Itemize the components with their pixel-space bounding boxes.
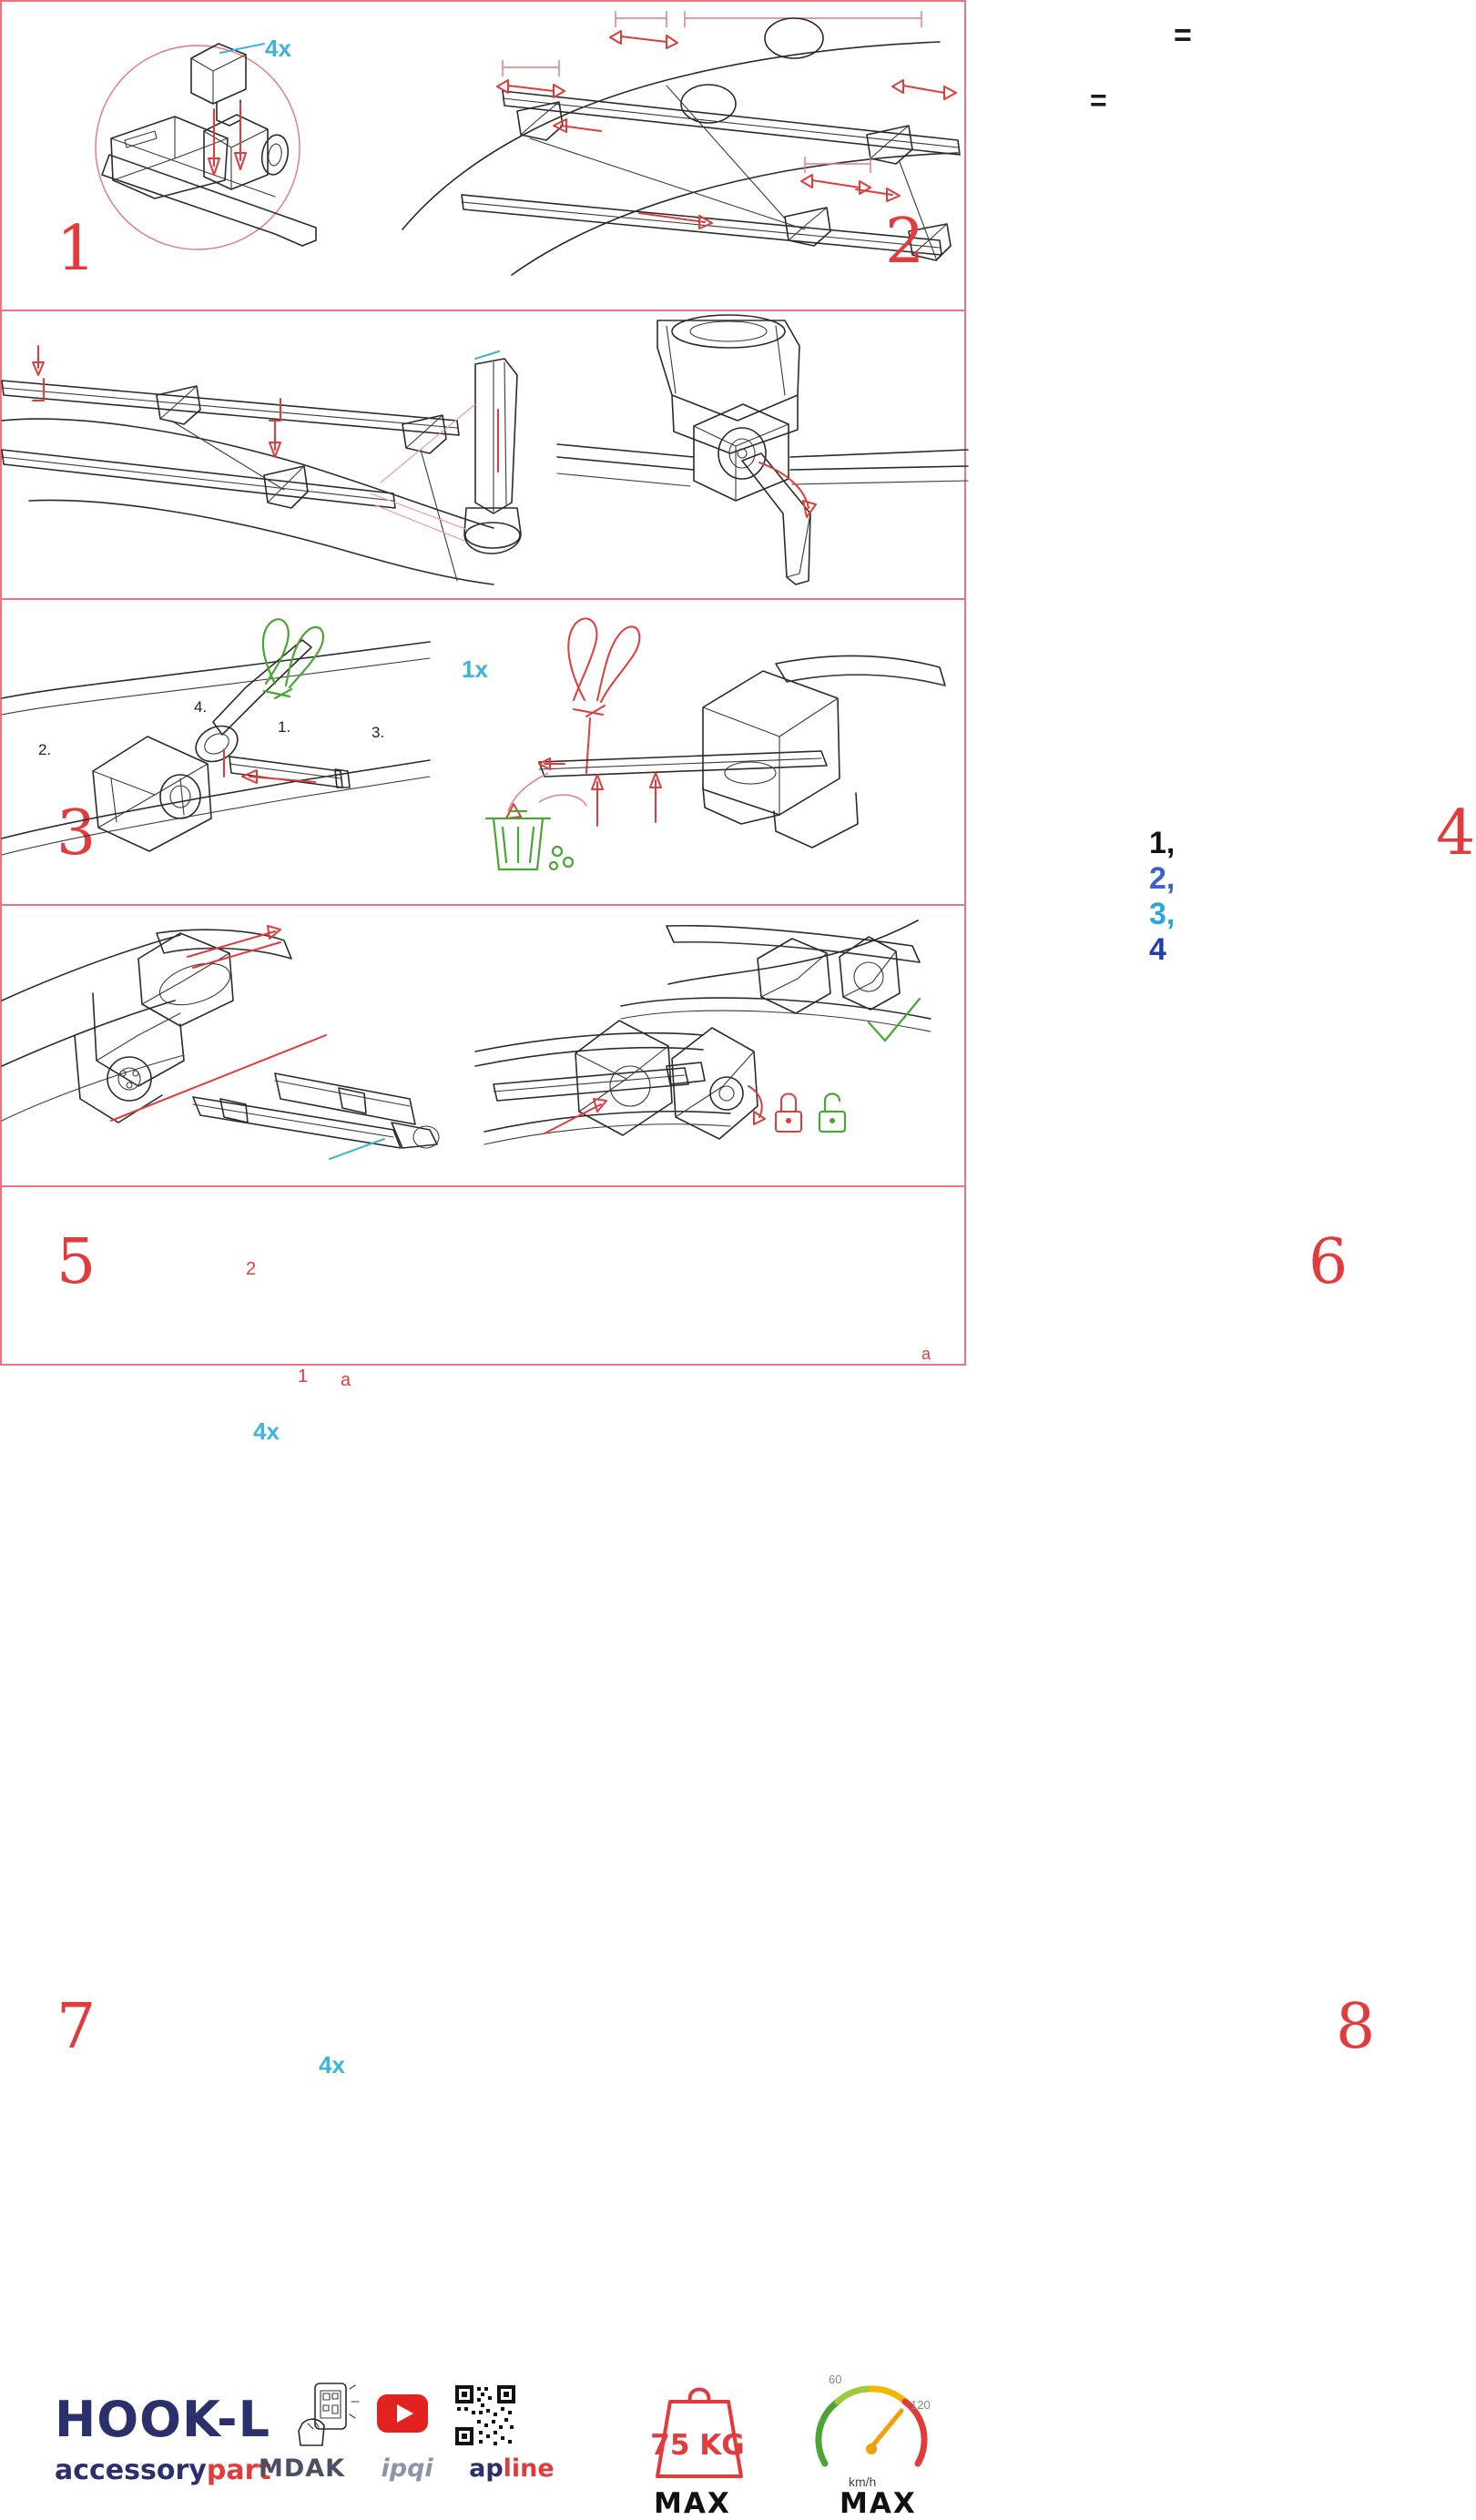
callout-1x-step3: 1x xyxy=(462,655,488,683)
gauge-tick-60: 60 xyxy=(829,2373,842,2386)
step-7-panel xyxy=(2,906,457,2078)
step-number-5: 5 xyxy=(56,1226,97,1298)
brand-prefix: accessory xyxy=(55,2454,207,2486)
step-number-8: 8 xyxy=(1336,1991,1377,2063)
brand-logo xyxy=(55,2454,271,2486)
step-number-2: 2 xyxy=(885,206,926,278)
order-mark-1: 1. xyxy=(278,718,291,736)
seq-item-4: 4 xyxy=(1149,932,1166,967)
qr-code[interactable] xyxy=(453,2383,517,2447)
step-2-panel xyxy=(393,2,1192,310)
seq-item-1: 1, xyxy=(1149,826,1176,860)
mark-a-step5: a xyxy=(341,1370,351,1390)
step-4-panel xyxy=(557,311,1476,967)
product-title: HOOK-L xyxy=(55,2391,270,2448)
weight-limit-caption: MAX xyxy=(654,2487,731,2520)
step-7-illustration xyxy=(2,906,457,1185)
speed-limit-caption: MAX xyxy=(840,2487,917,2520)
gauge-tick-120: 120 xyxy=(911,2398,931,2412)
seq-item-2: 2, xyxy=(1149,861,1176,896)
order-mark-3: 3. xyxy=(372,724,385,741)
tighten-sequence xyxy=(1149,826,1176,968)
step-5-panel xyxy=(2,600,430,1445)
step-number-7: 7 xyxy=(56,1991,97,2063)
speed-limit-icon xyxy=(814,2380,929,2478)
weight-limit-value: 75 KG xyxy=(650,2429,745,2462)
apline-prefix: ap xyxy=(469,2454,504,2483)
partner-logos xyxy=(259,2454,582,2483)
ipqi-logo: ipqi xyxy=(381,2454,433,2483)
mark-2-step5: 2 xyxy=(246,1259,257,1279)
apline-suffix: line xyxy=(503,2454,555,2483)
mark-a-step6: a xyxy=(921,1345,931,1363)
youtube-icon[interactable] xyxy=(377,2394,428,2433)
order-mark-4: 4. xyxy=(194,698,208,716)
step-number-3: 3 xyxy=(56,798,97,869)
step-4-illustration xyxy=(557,311,968,598)
step-1-panel xyxy=(2,2,393,310)
speed-unit-label: km/h xyxy=(849,2474,877,2489)
step-8-panel xyxy=(457,906,1377,2063)
equal-mark-2: = xyxy=(1090,84,1107,117)
brand-suffix: part xyxy=(206,2454,271,2486)
step-number-4: 4 xyxy=(1436,798,1476,869)
step-3-panel xyxy=(2,311,557,869)
step-2-illustration xyxy=(393,2,968,310)
order-mark-2: 2. xyxy=(38,741,52,758)
apline-logo xyxy=(469,2454,555,2483)
callout-4x-step5: 4x xyxy=(253,1418,280,1445)
seq-item-3: 3, xyxy=(1149,897,1176,931)
step-number-6: 6 xyxy=(1308,1226,1349,1298)
mdak-logo: MDAK xyxy=(259,2454,346,2483)
step-3-illustration xyxy=(2,311,557,598)
step-5-illustration xyxy=(2,600,430,904)
step-8-illustration xyxy=(457,906,968,1185)
equal-mark-1: = xyxy=(1174,18,1192,53)
mark-1-step5: 1 xyxy=(298,1367,309,1387)
qr-scan-icon xyxy=(295,2382,364,2447)
step-6-panel xyxy=(430,600,1349,1363)
step-6-illustration xyxy=(430,600,968,904)
callout-4x-step7: 4x xyxy=(319,2051,345,2078)
step-number-1: 1 xyxy=(56,213,97,285)
callout-4x-step1: 4x xyxy=(265,35,291,62)
